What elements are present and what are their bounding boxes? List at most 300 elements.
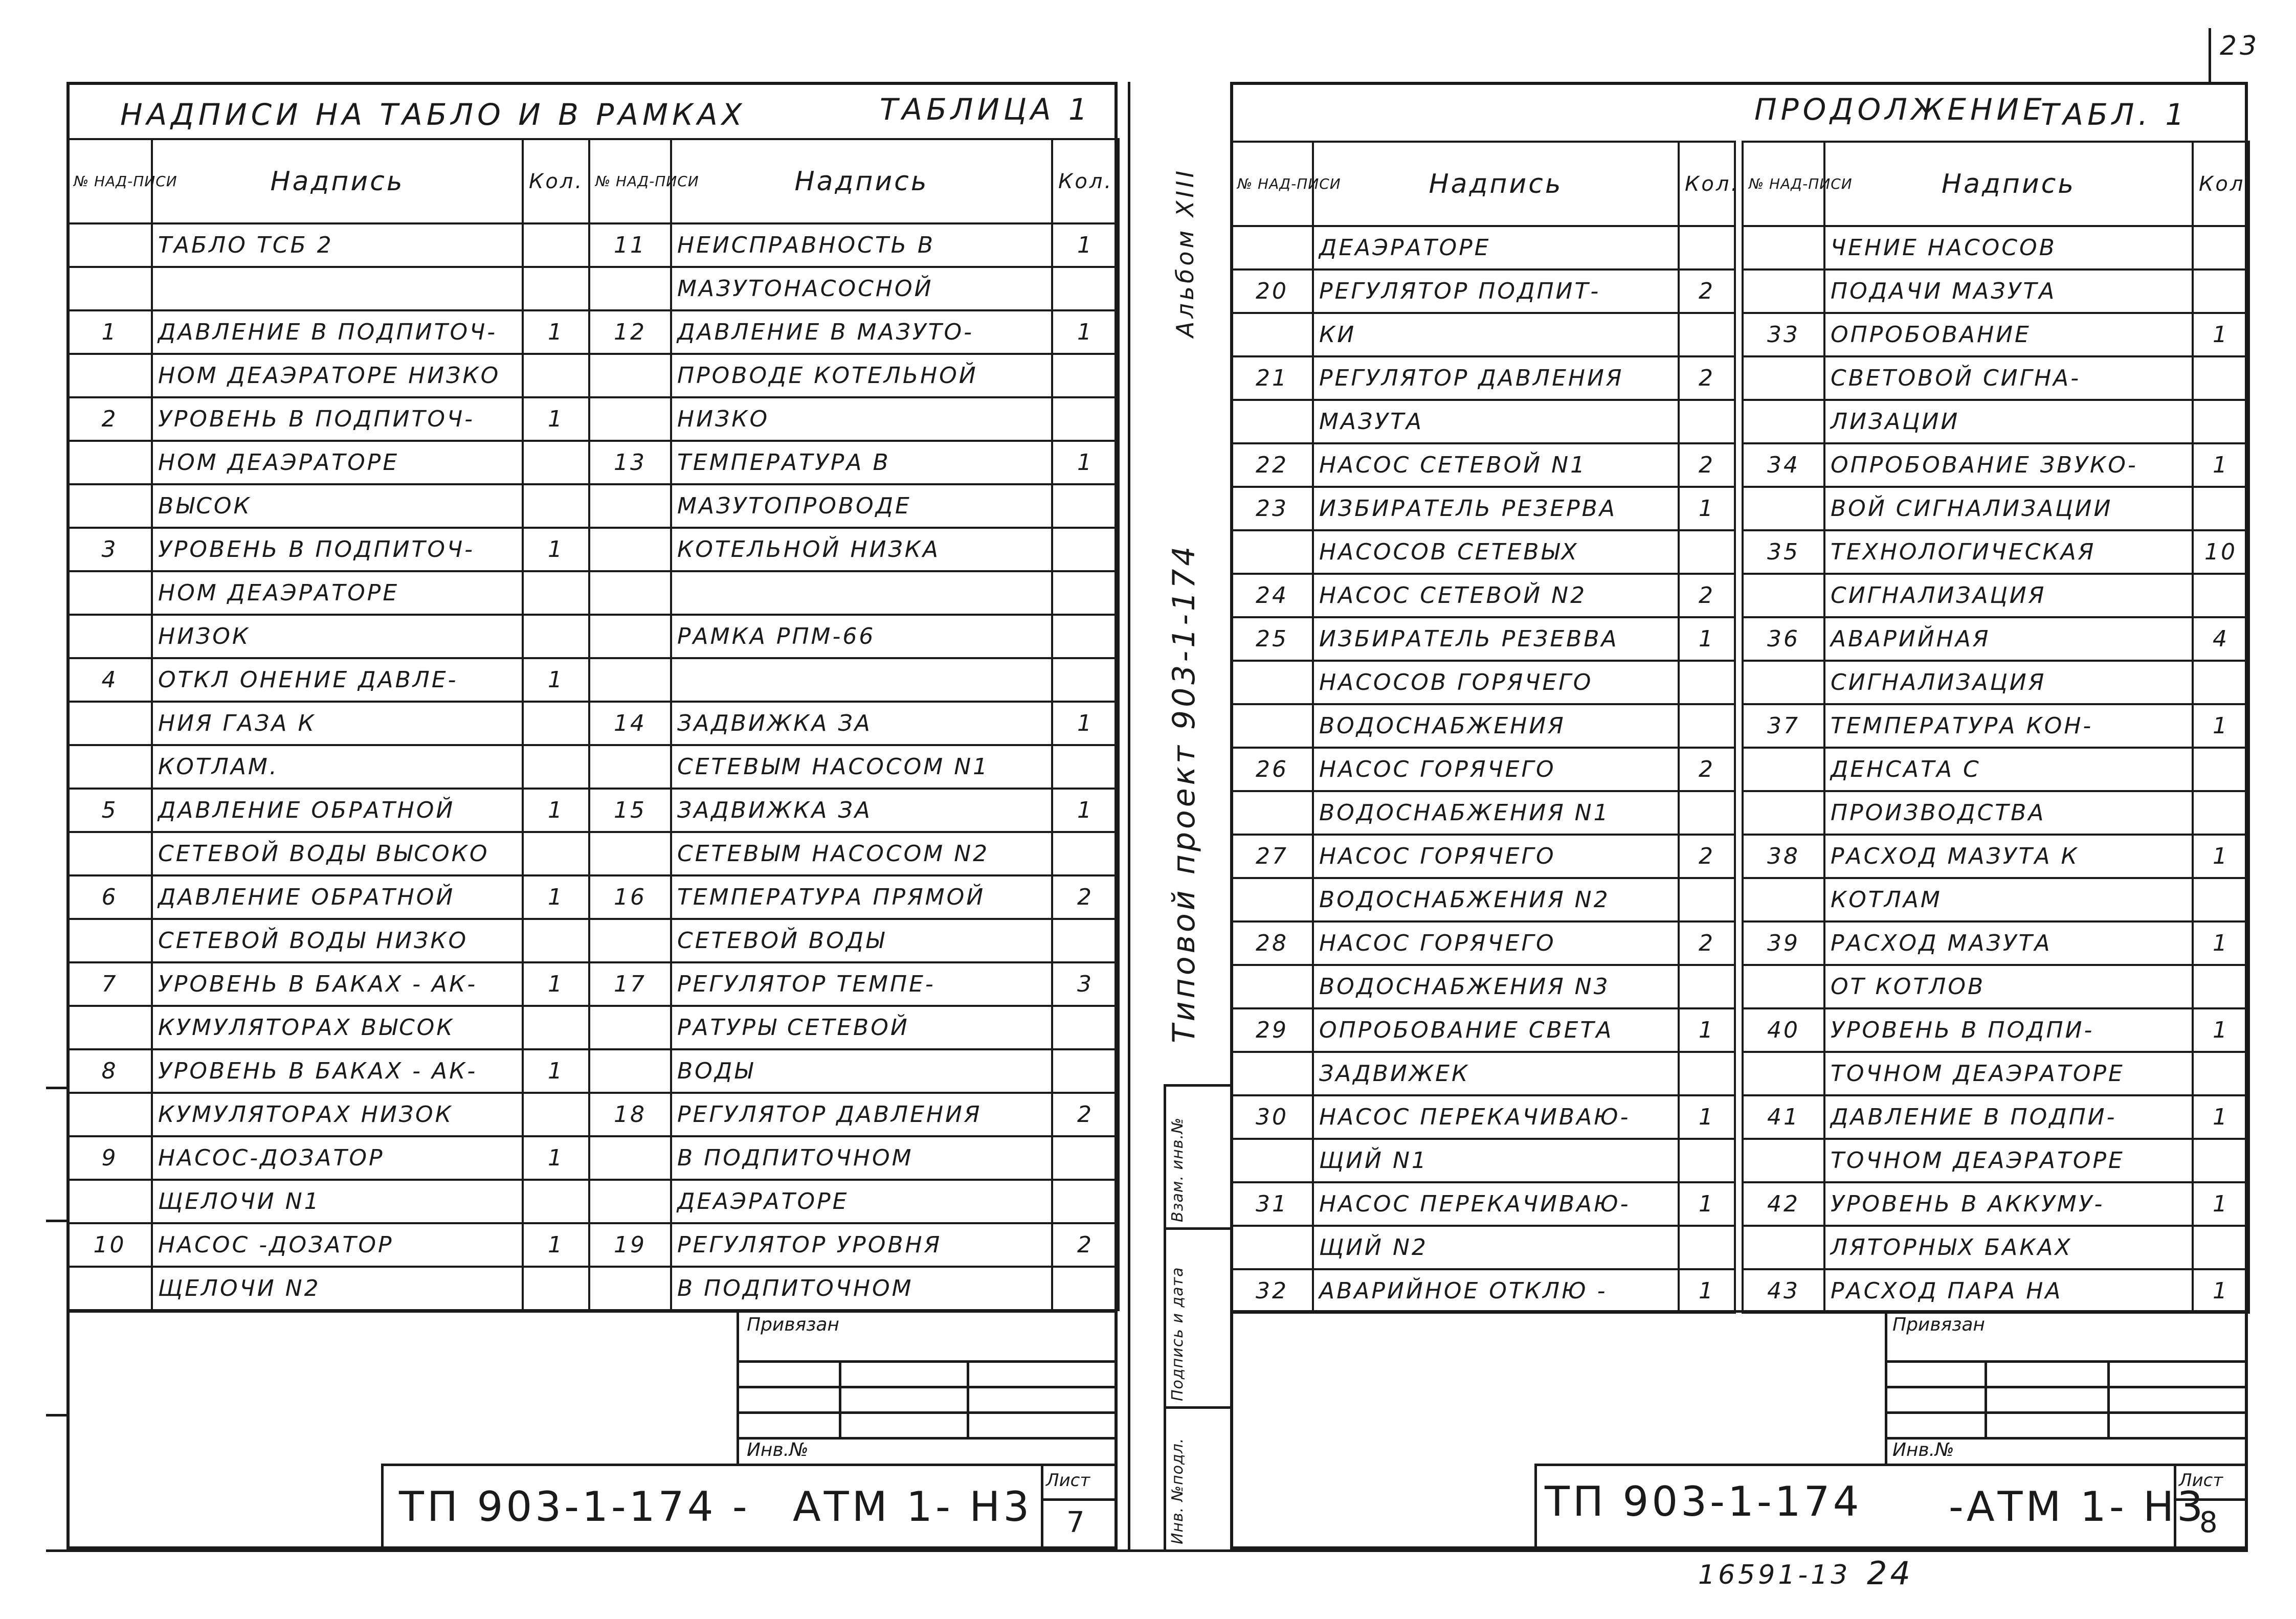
row-text: НАСОС ГОРЯЧЕГО (1313, 921, 1679, 965)
row-text (671, 571, 1052, 615)
table-row (1231, 878, 1735, 921)
table-row (1231, 921, 1735, 965)
header-text: Надпись (1313, 142, 1679, 226)
table-row (1743, 313, 2249, 356)
row-number (68, 1267, 152, 1310)
row-qty (523, 223, 589, 267)
table-row (589, 962, 1119, 1006)
row-number: 21 (1231, 356, 1313, 400)
spine-line (1128, 82, 1130, 1549)
row-number: 11 (589, 223, 671, 267)
row-number (589, 1049, 671, 1093)
row-text: РАСХОД МАЗУТА (1824, 921, 2193, 965)
row-text: АВАРИЙНОЕ ОТКЛЮ - (1313, 1269, 1679, 1313)
row-qty (1679, 226, 1735, 269)
row-text: НОМ ДЕАЭРАТОРЕ (152, 571, 523, 615)
table-row (1231, 1052, 1735, 1095)
row-text: ТЕХНОЛОГИЧЕСКАЯ (1824, 530, 2193, 574)
row-text (152, 267, 523, 310)
stamp-line (737, 1360, 1118, 1363)
right-table-label: ТАБЛ. 1 (2041, 97, 2189, 132)
row-number: 22 (1231, 443, 1313, 487)
row-number (1231, 791, 1313, 835)
table-row (68, 310, 589, 354)
row-number: 2 (68, 397, 152, 441)
table-row (68, 1267, 589, 1310)
row-qty: 1 (523, 528, 589, 571)
stamp-line (967, 1360, 969, 1437)
row-text: ДАВЛЕНИЕ В ПОДПИ- (1824, 1095, 2193, 1139)
row-text: ВОДОСНАБЖЕНИЯ (1313, 704, 1679, 748)
row-text: НОМ ДЕАЭРАТОРЕ НИЗКО (152, 354, 523, 397)
row-qty (523, 1267, 589, 1310)
table-row (68, 1006, 589, 1049)
table-row (1743, 921, 2249, 965)
table-row (68, 1136, 589, 1180)
stamp-divider (66, 1310, 1118, 1313)
header-text: Надпись (152, 139, 523, 223)
row-qty: 1 (1679, 1095, 1735, 1139)
row-text: СЕТЕВЫМ НАСОСОМ N2 (671, 832, 1052, 875)
table-row (589, 1049, 1119, 1093)
margin-tick (46, 1220, 66, 1222)
table-row (68, 832, 589, 875)
table-row (1231, 1139, 1735, 1182)
row-qty (1052, 658, 1119, 702)
table-row (1231, 313, 1735, 356)
row-text: ДАВЛЕНИЕ В ПОДПИТОЧ- (152, 310, 523, 354)
row-text: СИГНАЛИЗАЦИЯ (1824, 661, 2193, 704)
table-row (589, 745, 1119, 789)
row-text: НЕИСПРАВНОСТЬ В (671, 223, 1052, 267)
header-qty: Кол. (1052, 139, 1119, 223)
row-text: ТЕМПЕРАТУРА КОН- (1824, 704, 2193, 748)
row-qty (1052, 1136, 1119, 1180)
table-row (589, 615, 1119, 658)
table-row (68, 1093, 589, 1136)
row-number (1743, 400, 1824, 443)
table-row (589, 354, 1119, 397)
row-qty (2193, 226, 2249, 269)
row-text: НАСОС ГОРЯЧЕГО (1313, 835, 1679, 878)
row-number: 33 (1743, 313, 1824, 356)
table-row (1231, 661, 1735, 704)
row-text (671, 658, 1052, 702)
row-number: 19 (589, 1223, 671, 1267)
header-num: № НАД-ПИСИ (1743, 142, 1824, 226)
row-number (68, 832, 152, 875)
spine-album: Альбом XIII (1171, 167, 1199, 338)
table-row (1743, 617, 2249, 661)
row-number: 41 (1743, 1095, 1824, 1139)
row-number (1743, 269, 1824, 313)
table-row (68, 962, 589, 1006)
table-row (1231, 1095, 1735, 1139)
row-number (1231, 400, 1313, 443)
row-text: РАТУРЫ СЕТЕВОЙ (671, 1006, 1052, 1049)
row-qty (2193, 400, 2249, 443)
row-number (589, 354, 671, 397)
row-text: НИЯ ГАЗА К (152, 702, 523, 745)
row-qty (1052, 1180, 1119, 1223)
footer-number: 16591-13 (1698, 1560, 1851, 1590)
row-qty: 1 (1052, 223, 1119, 267)
left-table-label: ТАБЛИЦА 1 (880, 92, 1091, 127)
table-row (1231, 226, 1735, 269)
table-row (1231, 443, 1735, 487)
table-row (1743, 1226, 2249, 1269)
table-row (1743, 269, 2249, 313)
row-qty (2193, 748, 2249, 791)
stamp-mark: АТМ 1- Н3 (793, 1483, 1033, 1531)
row-text: ТЕМПЕРАТУРА ПРЯМОЙ (671, 875, 1052, 919)
table-row (1231, 269, 1735, 313)
row-qty: 2 (1052, 875, 1119, 919)
table-row (1743, 1269, 2249, 1313)
stamp-code: ТП 903-1-174 (1545, 1478, 1862, 1525)
row-text: ОПРОБОВАНИЕ (1824, 313, 2193, 356)
row-qty: 1 (1052, 441, 1119, 484)
table-row (1231, 617, 1735, 661)
row-text: НАСОС СЕТЕВОЙ N2 (1313, 574, 1679, 617)
row-number (589, 267, 671, 310)
row-text: ДАВЛЕНИЕ ОБРАТНОЙ (152, 789, 523, 832)
row-text: СЕТЕВОЙ ВОДЫ ВЫСОКО (152, 832, 523, 875)
row-text: ДАВЛЕНИЕ ОБРАТНОЙ (152, 875, 523, 919)
row-number: 39 (1743, 921, 1824, 965)
row-number (589, 1136, 671, 1180)
table-row (1231, 574, 1735, 617)
stamp-inv: Инв.№ (1892, 1440, 1954, 1460)
row-number (1231, 1226, 1313, 1269)
table-row (589, 441, 1119, 484)
row-qty (523, 484, 589, 528)
spine-inv-podl: Инв. №подл. (1169, 1437, 1187, 1544)
stamp-privyazan: Привязан (747, 1314, 839, 1335)
row-number: 25 (1231, 617, 1313, 661)
row-number: 20 (1231, 269, 1313, 313)
table-row (68, 789, 589, 832)
row-qty (1679, 1052, 1735, 1095)
row-text: ЛИЗАЦИИ (1824, 400, 2193, 443)
spine-project: Типовой проект 903-1-174 (1166, 543, 1202, 1043)
row-number (1231, 1052, 1313, 1095)
row-qty: 1 (1052, 789, 1119, 832)
row-text: МАЗУТОНАСОСНОЙ (671, 267, 1052, 310)
row-qty (1052, 267, 1119, 310)
row-text: ЗАДВИЖКА ЗА (671, 789, 1052, 832)
table-row (1743, 487, 2249, 530)
row-number: 7 (68, 962, 152, 1006)
row-text: КУМУЛЯТОРАХ ВЫСОК (152, 1006, 523, 1049)
row-qty (2193, 661, 2249, 704)
table-row (68, 441, 589, 484)
table-row (1231, 530, 1735, 574)
header-text: Надпись (1824, 142, 2193, 226)
header-text: Надпись (671, 139, 1052, 223)
stamp-line (1885, 1411, 2248, 1414)
stamp-line (1985, 1360, 1987, 1437)
row-text: РАСХОД МАЗУТА К (1824, 835, 2193, 878)
row-number (589, 571, 671, 615)
row-text: ЗАДВИЖКА ЗА (671, 702, 1052, 745)
row-qty (523, 571, 589, 615)
table-row (1231, 748, 1735, 791)
row-number (1231, 878, 1313, 921)
row-number (68, 267, 152, 310)
table-row (589, 702, 1119, 745)
row-qty (2193, 487, 2249, 530)
row-text: ДЕАЭРАТОРЕ (671, 1180, 1052, 1223)
row-number: 36 (1743, 617, 1824, 661)
row-qty: 2 (1679, 921, 1735, 965)
table-row (589, 1267, 1119, 1310)
row-qty: 1 (523, 1223, 589, 1267)
stamp-code: ТП 903-1-174 - (399, 1483, 750, 1531)
row-qty: 1 (523, 310, 589, 354)
row-text: РЕГУЛЯТОР ТЕМПЕ- (671, 962, 1052, 1006)
row-qty (2193, 269, 2249, 313)
table-row (1743, 1008, 2249, 1052)
row-qty: 1 (523, 875, 589, 919)
row-text: ЩИЙ N2 (1313, 1226, 1679, 1269)
table-row (68, 919, 589, 962)
row-qty: 2 (1679, 748, 1735, 791)
row-qty (523, 832, 589, 875)
header-num: № НАД-ПИСИ (68, 139, 152, 223)
row-qty: 1 (2193, 704, 2249, 748)
row-qty (2193, 965, 2249, 1008)
row-qty: 2 (1052, 1093, 1119, 1136)
table-row (589, 571, 1119, 615)
row-number: 35 (1743, 530, 1824, 574)
row-qty (1679, 1226, 1735, 1269)
row-qty (1679, 530, 1735, 574)
footer-page: 24 (1867, 1555, 1913, 1592)
row-number: 29 (1231, 1008, 1313, 1052)
row-qty (1679, 313, 1735, 356)
row-text: ПРОВОДЕ КОТЕЛЬНОЙ (671, 354, 1052, 397)
row-qty (523, 354, 589, 397)
row-text: НАСОС -ДОЗАТОР (152, 1223, 523, 1267)
row-number (1743, 1052, 1824, 1095)
row-number (589, 658, 671, 702)
row-text: ЩЕЛОЧИ N1 (152, 1180, 523, 1223)
stamp-line (1885, 1360, 2248, 1363)
row-text: ДЕНСАТА С (1824, 748, 2193, 791)
row-qty (1679, 704, 1735, 748)
row-qty: 2 (1679, 574, 1735, 617)
row-text: ОПРОБОВАНИЕ СВЕТА (1313, 1008, 1679, 1052)
row-text: НАСОСОВ ГОРЯЧЕГО (1313, 661, 1679, 704)
row-number (1231, 226, 1313, 269)
row-text: УРОВЕНЬ В БАКАХ - АК- (152, 962, 523, 1006)
stamp-divider (1230, 1310, 2248, 1313)
stamp-line (381, 1464, 384, 1549)
row-number: 10 (68, 1223, 152, 1267)
row-number (589, 1180, 671, 1223)
table-row (589, 832, 1119, 875)
table-row (589, 919, 1119, 962)
header-num: № НАД-ПИСИ (589, 139, 671, 223)
row-qty (523, 1180, 589, 1223)
row-number: 13 (589, 441, 671, 484)
row-number (589, 745, 671, 789)
stamp-line (737, 1386, 1118, 1388)
row-number (68, 354, 152, 397)
table-row (589, 528, 1119, 571)
table-row (589, 875, 1119, 919)
spine-line (1164, 1084, 1230, 1087)
row-number (68, 702, 152, 745)
row-text: УРОВЕНЬ В ПОДПИ- (1824, 1008, 2193, 1052)
right-table-title: ПРОДОЛЖЕНИЕ (1754, 92, 2046, 127)
table-row (68, 615, 589, 658)
row-text: КИ (1313, 313, 1679, 356)
row-qty (1052, 1006, 1119, 1049)
row-text: КОТЕЛЬНОЙ НИЗКА (671, 528, 1052, 571)
row-qty (523, 702, 589, 745)
table-row (589, 1223, 1119, 1267)
row-number: 23 (1231, 487, 1313, 530)
row-qty (1679, 878, 1735, 921)
row-text: СЕТЕВЫМ НАСОСОМ N1 (671, 745, 1052, 789)
row-qty (1052, 745, 1119, 789)
row-qty: 2 (1052, 1223, 1119, 1267)
stamp-line (1041, 1464, 1043, 1549)
row-text: АВАРИЙНАЯ (1824, 617, 2193, 661)
row-number: 43 (1743, 1269, 1824, 1313)
table-row (589, 658, 1119, 702)
row-text: СВЕТОВОЙ СИГНА- (1824, 356, 2193, 400)
row-qty: 1 (523, 658, 589, 702)
row-number (1231, 704, 1313, 748)
row-number (589, 615, 671, 658)
row-number: 1 (68, 310, 152, 354)
row-number (68, 1006, 152, 1049)
right-table-part-2 (1742, 141, 2254, 1314)
row-qty (523, 1006, 589, 1049)
margin-tick (46, 1414, 66, 1416)
row-text: ТАБЛО ТСБ 2 (152, 223, 523, 267)
row-qty: 1 (2193, 1008, 2249, 1052)
row-text: ВОДОСНАБЖЕНИЯ N3 (1313, 965, 1679, 1008)
row-text: МАЗУТОПРОВОДЕ (671, 484, 1052, 528)
row-number (1743, 878, 1824, 921)
row-qty: 1 (2193, 1269, 2249, 1313)
row-text: НАСОС-ДОЗАТОР (152, 1136, 523, 1180)
row-number (68, 745, 152, 789)
row-number (68, 615, 152, 658)
row-number: 30 (1231, 1095, 1313, 1139)
table-row (589, 1136, 1119, 1180)
row-text: ИЗБИРАТЕЛЬ РЕЗЕРВА (1313, 487, 1679, 530)
row-qty: 1 (1679, 617, 1735, 661)
row-text: ИЗБИРАТЕЛЬ РЕЗЕВВА (1313, 617, 1679, 661)
row-number (68, 1180, 152, 1223)
page-number-divider (2209, 28, 2211, 84)
table-row (68, 267, 589, 310)
table-row (589, 1006, 1119, 1049)
row-qty: 1 (523, 397, 589, 441)
stamp-inv: Инв.№ (747, 1440, 809, 1460)
row-number: 9 (68, 1136, 152, 1180)
table-row (1743, 748, 2249, 791)
row-text: ВОЙ СИГНАЛИЗАЦИИ (1824, 487, 2193, 530)
row-text: НАСОС ПЕРЕКАЧИВАЮ- (1313, 1095, 1679, 1139)
row-text: СИГНАЛИЗАЦИЯ (1824, 574, 2193, 617)
row-number (68, 484, 152, 528)
row-qty: 1 (2193, 443, 2249, 487)
row-number (1743, 356, 1824, 400)
row-number: 12 (589, 310, 671, 354)
table-row (1743, 574, 2249, 617)
row-text: РЕГУЛЯТОР ДАВЛЕНИЯ (1313, 356, 1679, 400)
row-qty: 1 (2193, 835, 2249, 878)
row-text: ЛЯТОРНЫХ БАКАХ (1824, 1226, 2193, 1269)
row-text: ВОДОСНАБЖЕНИЯ N2 (1313, 878, 1679, 921)
row-qty (1052, 832, 1119, 875)
spine-line (1164, 1227, 1230, 1230)
row-qty: 1 (523, 1136, 589, 1180)
row-number: 5 (68, 789, 152, 832)
row-qty (523, 1093, 589, 1136)
table-row (1231, 487, 1735, 530)
row-qty: 1 (1052, 310, 1119, 354)
row-qty (523, 919, 589, 962)
table-row (589, 1180, 1119, 1223)
row-number: 42 (1743, 1182, 1824, 1226)
row-qty (1052, 354, 1119, 397)
row-number (1231, 1139, 1313, 1182)
table-row (1743, 791, 2249, 835)
stamp-sheet-number: 7 (1066, 1506, 1088, 1539)
row-qty (1052, 615, 1119, 658)
table-row (68, 658, 589, 702)
row-number: 40 (1743, 1008, 1824, 1052)
row-text: УРОВЕНЬ В БАКАХ - АК- (152, 1049, 523, 1093)
row-qty (2193, 791, 2249, 835)
row-qty (523, 441, 589, 484)
table-row (1743, 443, 2249, 487)
row-number: 27 (1231, 835, 1313, 878)
table-row (68, 875, 589, 919)
stamp-mark: -АТМ 1- Н3 (1949, 1483, 2206, 1531)
table-row (1231, 704, 1735, 748)
row-text: НАСОС ПЕРЕКАЧИВАЮ- (1313, 1182, 1679, 1226)
table-row (68, 571, 589, 615)
table-row (68, 484, 589, 528)
table-row (68, 528, 589, 571)
row-number (1231, 661, 1313, 704)
table-row (1743, 1182, 2249, 1226)
row-number: 28 (1231, 921, 1313, 965)
row-number: 31 (1231, 1182, 1313, 1226)
row-qty (2193, 1052, 2249, 1095)
right-table-part-1 (1230, 141, 1740, 1314)
row-text: ЗАДВИЖЕК (1313, 1052, 1679, 1095)
row-text: НИЗКО (671, 397, 1052, 441)
row-text: ЩИЙ N1 (1313, 1139, 1679, 1182)
row-number (1743, 487, 1824, 530)
table-row (1743, 878, 2249, 921)
table-row (1743, 835, 2249, 878)
table-row (1743, 1139, 2249, 1182)
row-text: ЧЕНИЕ НАСОСОВ (1824, 226, 2193, 269)
row-number (1743, 1139, 1824, 1182)
row-qty (1052, 919, 1119, 962)
row-text: РАМКА РПМ-66 (671, 615, 1052, 658)
